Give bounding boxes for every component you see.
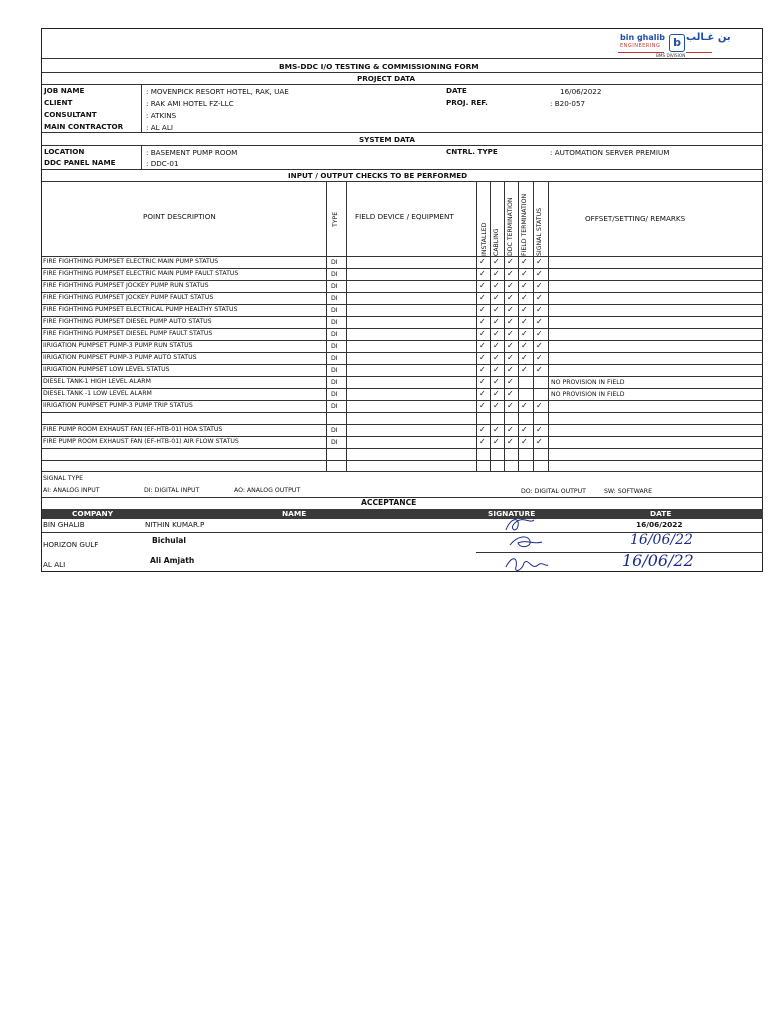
logo-division: BMS DIVISION	[656, 53, 686, 58]
acceptance-header: ACCEPTANCE	[361, 498, 417, 507]
check-mark: ✓	[507, 293, 514, 302]
check-mark: ✓	[507, 365, 514, 374]
col-ddc-termination: DDC TERMINATION	[507, 197, 514, 256]
table-row-description: FIRE FIGHTHING PUMPSET DIESEL PUMP FAULT STATUS	[43, 330, 213, 337]
signature-horizon-gulf	[506, 533, 546, 553]
acc-company-0: BIN GHALIB	[43, 520, 85, 529]
col-field-termination: FIELD TERMINATION	[521, 193, 528, 256]
signal-type-title: SIGNAL TYPE	[43, 475, 84, 482]
date-value: 16/06/2022	[560, 87, 602, 96]
check-mark: ✓	[521, 305, 528, 314]
check-mark: ✓	[479, 389, 486, 398]
location-label: LOCATION	[44, 147, 85, 156]
acc-col-date: DATE	[650, 509, 672, 518]
check-mark: ✓	[507, 317, 514, 326]
consultant-label: CONSULTANT	[44, 110, 97, 119]
col-installed: INSTALLED	[481, 222, 488, 256]
check-mark: ✓	[493, 389, 500, 398]
check-mark: ✓	[493, 305, 500, 314]
table-row-divider	[42, 412, 763, 413]
cntrl-type-value: : AUTOMATION SERVER PREMIUM	[550, 148, 670, 157]
check-mark: ✓	[479, 437, 486, 446]
check-mark: ✓	[479, 341, 486, 350]
table-row-type: DI	[331, 427, 338, 434]
job-name-label: JOB NAME	[44, 86, 85, 95]
table-row-remark: NO PROVISION IN FIELD	[551, 379, 625, 386]
check-mark: ✓	[521, 317, 528, 326]
ddc-panel-value: : DDC-01	[146, 159, 179, 168]
check-mark: ✓	[536, 281, 543, 290]
table-row-divider	[42, 352, 763, 353]
table-row-divider	[42, 292, 763, 293]
check-mark: ✓	[479, 317, 486, 326]
acceptance-header-bar	[42, 509, 763, 519]
check-mark: ✓	[479, 329, 486, 338]
logo-sub: ENGINEERING	[620, 43, 661, 49]
main-contractor-label: MAIN CONTRACTOR	[44, 122, 124, 131]
table-row-divider	[42, 400, 763, 401]
table-row-type: DI	[331, 259, 338, 266]
logo-brand: bin ghalib	[620, 33, 665, 42]
col-remarks: OFFSET/SETTING/ REMARKS	[585, 214, 686, 223]
check-mark: ✓	[507, 329, 514, 338]
check-mark: ✓	[521, 281, 528, 290]
check-mark: ✓	[493, 365, 500, 374]
legend-di: DI: DIGITAL INPUT	[144, 487, 200, 494]
table-row-description: IIRIGATION PUMPSET PUMP-3 PUMP TRIP STATUS	[43, 402, 193, 409]
check-mark: ✓	[507, 425, 514, 434]
table-row-description: FIRE PUMP ROOM EXHAUST FAN (EF-HTB-01) HOA STATUS	[43, 426, 223, 433]
check-mark: ✓	[493, 437, 500, 446]
check-mark: ✓	[479, 269, 486, 278]
check-mark: ✓	[493, 293, 500, 302]
table-row-type: DI	[331, 271, 338, 278]
check-mark: ✓	[507, 257, 514, 266]
acc-date-1: 16/06/22	[630, 532, 693, 548]
date-label: DATE	[446, 86, 467, 95]
legend-ai: AI: ANALOG INPUT	[43, 487, 100, 494]
table-row-divider	[42, 268, 763, 269]
table-row-description: DIESEL TANK-1 HIGH LEVEL ALARM	[43, 378, 151, 385]
acc-col-name: NAME	[282, 509, 307, 518]
client-label: CLIENT	[44, 98, 73, 107]
check-mark: ✓	[507, 401, 514, 410]
acc-name-0: NITHIN KUMAR.P	[145, 520, 205, 529]
check-mark: ✓	[507, 269, 514, 278]
table-row-description: FIRE PUMP ROOM EXHAUST FAN (EF-HTB-01) AIR FLOW STATUS	[43, 438, 239, 445]
check-mark: ✓	[479, 425, 486, 434]
table-row-divider	[42, 460, 763, 461]
acc-date-0: 16/06/2022	[636, 520, 683, 529]
acc-col-signature: SIGNATURE	[488, 509, 536, 518]
table-row-type: DI	[331, 343, 338, 350]
table-row-type: DI	[331, 367, 338, 374]
check-mark: ✓	[536, 437, 543, 446]
check-mark: ✓	[479, 401, 486, 410]
check-mark: ✓	[493, 329, 500, 338]
acc-company-1: HORIZON GULF	[43, 540, 99, 549]
table-row-type: DI	[331, 355, 338, 362]
table-row-description: FIRE FIGHTHING PUMPSET ELECTRIC MAIN PUMP STATUS	[43, 258, 219, 265]
company-logo	[612, 30, 731, 60]
check-mark: ✓	[521, 437, 528, 446]
table-row-description: FIRE FIGHTHING PUMPSET ELECTRIC MAIN PUMP FAULT STATUS	[43, 270, 239, 277]
col-cabling: CABLING	[493, 228, 500, 256]
proj-ref-value: : B20-057	[550, 99, 586, 108]
check-mark: ✓	[521, 341, 528, 350]
logo-arabic: بن غـالب	[686, 32, 731, 43]
proj-ref-label: PROJ. REF.	[446, 98, 488, 107]
table-row-type: DI	[331, 439, 338, 446]
check-mark: ✓	[521, 401, 528, 410]
table-row-type: DI	[331, 283, 338, 290]
check-mark: ✓	[493, 269, 500, 278]
table-row-divider	[42, 364, 763, 365]
check-mark: ✓	[493, 281, 500, 290]
check-mark: ✓	[536, 425, 543, 434]
table-row-divider	[42, 280, 763, 281]
table-row-divider	[42, 340, 763, 341]
check-mark: ✓	[493, 353, 500, 362]
location-value: : BASEMENT PUMP ROOM	[146, 148, 238, 157]
table-row-description: DIESEL TANK -1 LOW LEVEL ALARM	[43, 390, 152, 397]
table-row-description: IIRIGATION PUMPSET PUMP-3 PUMP AUTO STATUS	[43, 354, 197, 361]
legend-sw: SW: SOFTWARE	[604, 488, 652, 495]
check-mark: ✓	[536, 293, 543, 302]
check-mark: ✓	[507, 341, 514, 350]
check-mark: ✓	[507, 377, 514, 386]
check-mark: ✓	[479, 293, 486, 302]
io-checks-header: INPUT / OUTPUT CHECKS TO BE PERFORMED	[288, 171, 468, 180]
check-mark: ✓	[479, 305, 486, 314]
table-row-divider	[42, 316, 763, 317]
acc-name-1: Bichulal	[152, 536, 187, 545]
check-mark: ✓	[507, 437, 514, 446]
job-name-value: : MOVENPICK RESORT HOTEL, RAK, UAE	[146, 87, 289, 96]
check-mark: ✓	[521, 329, 528, 338]
check-mark: ✓	[521, 293, 528, 302]
col-signal-status: SIGNAL STATUS	[536, 207, 543, 256]
check-mark: ✓	[493, 401, 500, 410]
check-mark: ✓	[493, 341, 500, 350]
table-row-description: FIRE FIGHTHING PUMPSET ELECTRICAL PUMP HEALTHY STATUS	[43, 306, 238, 313]
check-mark: ✓	[479, 377, 486, 386]
table-row-description: FIRE FIGHTHING PUMPSET JOCKEY PUMP RUN STATUS	[43, 282, 209, 289]
check-mark: ✓	[536, 365, 543, 374]
check-mark: ✓	[521, 257, 528, 266]
check-mark: ✓	[521, 425, 528, 434]
check-mark: ✓	[493, 257, 500, 266]
check-mark: ✓	[536, 353, 543, 362]
check-mark: ✓	[521, 269, 528, 278]
check-mark: ✓	[521, 365, 528, 374]
check-mark: ✓	[536, 341, 543, 350]
table-row-description: IIRIGATION PUMPSET PUMP-3 PUMP RUN STATUS	[43, 342, 193, 349]
check-mark: ✓	[507, 281, 514, 290]
cntrl-type-label: CNTRL. TYPE	[446, 147, 498, 156]
acc-col-company: COMPANY	[72, 509, 114, 518]
table-row-type: DI	[331, 403, 338, 410]
table-row-divider	[42, 424, 763, 425]
acc-company-2: AL ALI	[43, 560, 66, 569]
acc-name-2: Ali Amjath	[150, 556, 195, 565]
consultant-value: : ATKINS	[146, 111, 177, 120]
check-mark: ✓	[493, 425, 500, 434]
check-mark: ✓	[536, 329, 543, 338]
check-mark: ✓	[536, 305, 543, 314]
table-row-divider	[42, 436, 763, 437]
col-point-description: POINT DESCRIPTION	[143, 212, 216, 221]
project-data-header: PROJECT DATA	[357, 74, 416, 83]
table-row-type: DI	[331, 319, 338, 326]
table-row-type: DI	[331, 331, 338, 338]
check-mark: ✓	[507, 353, 514, 362]
legend-do: DO: DIGITAL OUTPUT	[521, 488, 586, 495]
table-row-divider	[42, 256, 763, 257]
check-mark: ✓	[536, 401, 543, 410]
check-mark: ✓	[479, 281, 486, 290]
table-row-divider	[42, 388, 763, 389]
system-data-header: SYSTEM DATA	[359, 135, 415, 144]
check-mark: ✓	[507, 305, 514, 314]
table-row-divider	[42, 328, 763, 329]
table-row-description: IIRIGATION PUMPSET LOW LEVEL STATUS	[43, 366, 170, 373]
table-row-type: DI	[331, 307, 338, 314]
check-mark: ✓	[536, 257, 543, 266]
check-mark: ✓	[507, 389, 514, 398]
check-mark: ✓	[536, 269, 543, 278]
check-mark: ✓	[479, 353, 486, 362]
check-mark: ✓	[479, 257, 486, 266]
signature-al-ali	[502, 553, 550, 575]
col-field-device: FIELD DEVICE / EQUIPMENT	[355, 212, 454, 221]
table-row-description: FIRE FIGHTHING PUMPSET DIESEL PUMP AUTO STATUS	[43, 318, 212, 325]
legend-ao: AO: ANALOG OUTPUT	[234, 487, 301, 494]
ddc-panel-label: DDC PANEL NAME	[44, 158, 116, 167]
main-contractor-value: : AL ALI	[146, 123, 173, 132]
table-row-remark: NO PROVISION IN FIELD	[551, 391, 625, 398]
table-row-divider	[42, 304, 763, 305]
check-mark: ✓	[536, 317, 543, 326]
check-mark: ✓	[493, 317, 500, 326]
table-row-type: DI	[331, 391, 338, 398]
client-value: : RAK AMI HOTEL FZ-LLC	[146, 99, 234, 108]
check-mark: ✓	[479, 365, 486, 374]
table-row-type: DI	[331, 295, 338, 302]
table-row-divider	[42, 448, 763, 449]
table-row-description: FIRE FIGHTHING PUMPSET JOCKEY PUMP FAULT STATUS	[43, 294, 214, 301]
form-title: BMS-DDC I/O TESTING & COMMISSIONING FORM	[279, 62, 479, 71]
check-mark: ✓	[521, 353, 528, 362]
table-row-type: DI	[331, 379, 338, 386]
table-row-divider	[42, 376, 763, 377]
col-type: TYPE	[332, 211, 339, 227]
acc-date-2: 16/06/22	[622, 551, 694, 570]
check-mark: ✓	[493, 377, 500, 386]
logo-b-icon: b	[669, 34, 685, 52]
